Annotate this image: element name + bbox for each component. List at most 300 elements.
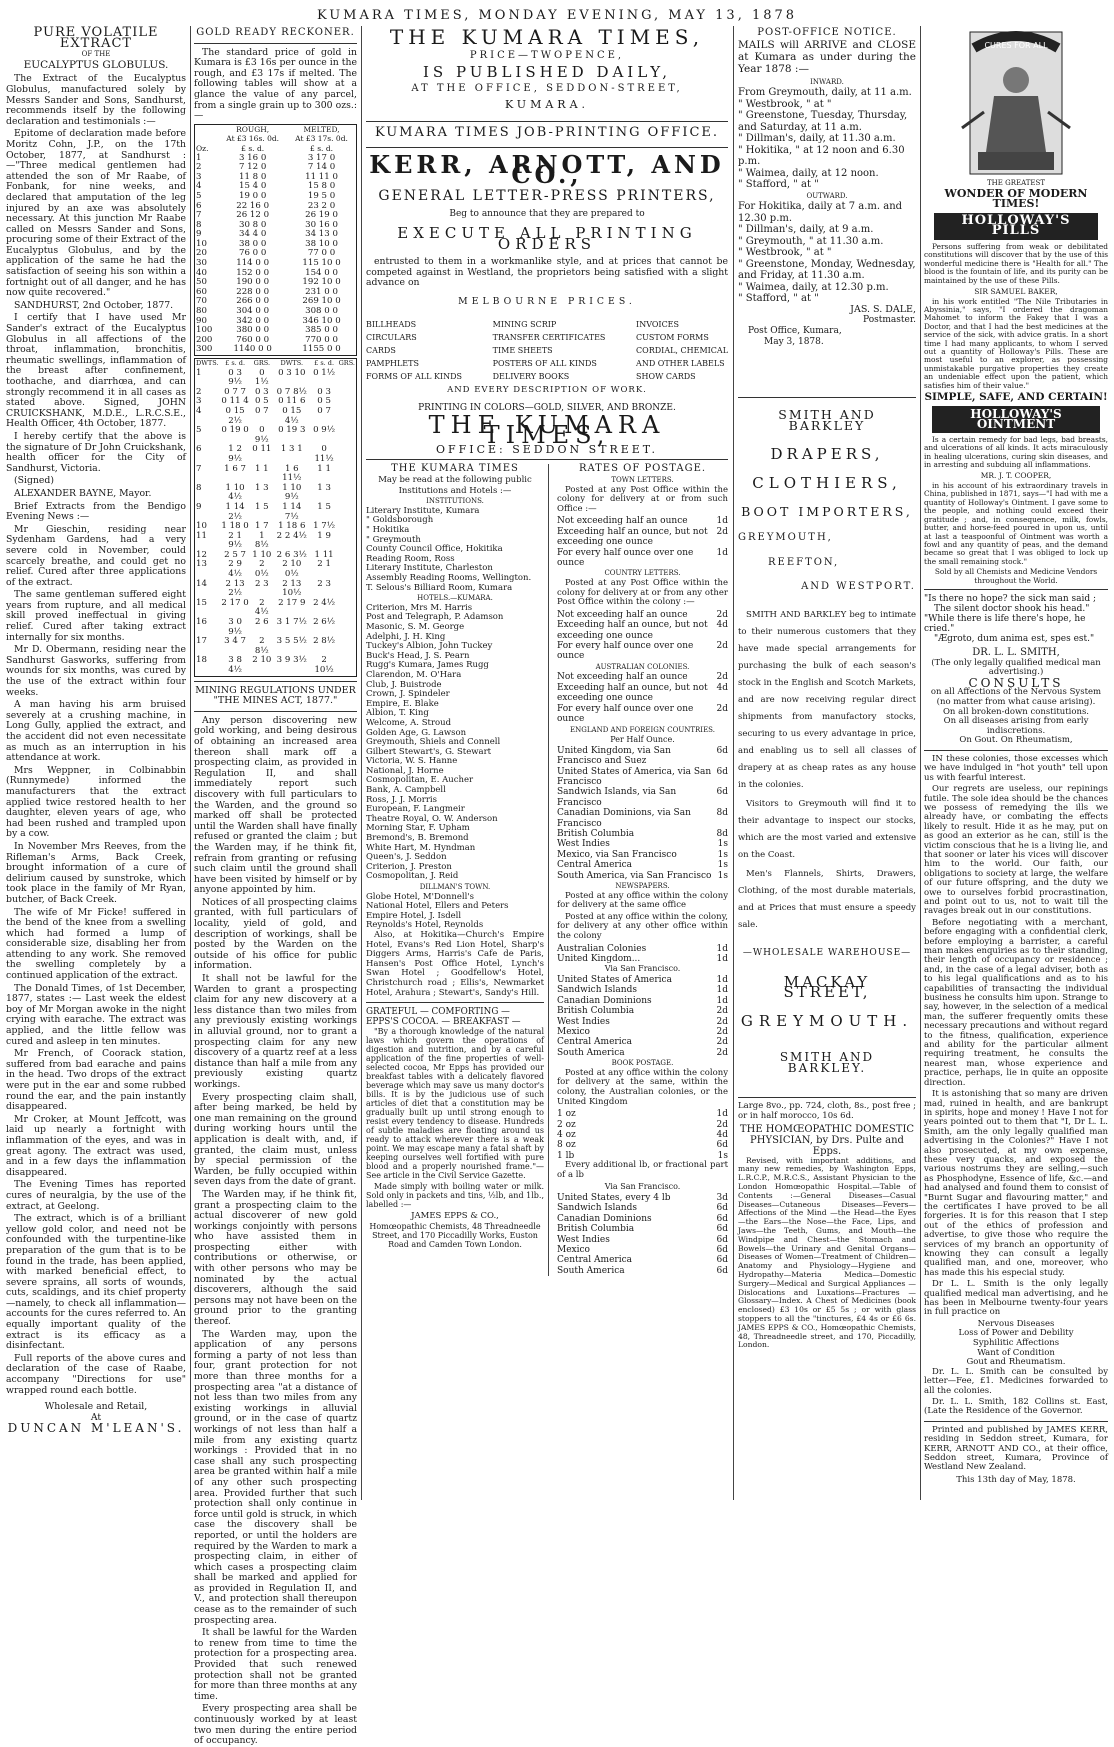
- list-item: T. Selous's Billiard Room, Kumara: [366, 582, 513, 593]
- table-cell: 1 18 6: [278, 521, 306, 532]
- table-cell: 34 4 0: [238, 229, 267, 240]
- rate-value: 2d: [716, 526, 728, 537]
- rate-value: 6d: [716, 787, 728, 798]
- paragraph: The Donald Times, of 1st December, 1877, states :— Last week the eldest boy of Mr Morgan awoke in the night crying with earache. The extract was applied, and the little fellow was cured and asleep in ten minutes.: [6, 982, 186, 1047]
- table-row: [195, 407, 357, 426]
- every-add: Every additional lb, or fractional part of a lb: [557, 1160, 728, 1180]
- list-item: Globe Hotel, M'Donnell's: [366, 891, 474, 902]
- table-row: [195, 532, 357, 551]
- table-cell: 2 8½: [254, 636, 269, 656]
- table-cell: 192 10 0: [302, 277, 341, 288]
- list-item: Reynolds's Hotel, Reynolds: [366, 920, 484, 931]
- table-cell: 0 7: [254, 405, 269, 416]
- rate-row: [557, 1109, 728, 1119]
- table-cell: 1 3: [254, 482, 269, 493]
- table-cell: 2 10½: [314, 655, 334, 675]
- list-item: CUSTOM FORMS: [636, 332, 709, 342]
- table-cell: 1 3: [317, 482, 331, 493]
- rate-label: South America: [557, 1265, 625, 1276]
- rate-row: [557, 944, 728, 954]
- table-cell: 9: [196, 501, 202, 512]
- holloway-ointment-logo: HOLLOWAY'S OINTMENT: [932, 406, 1100, 433]
- table-cell: 8: [196, 482, 202, 493]
- table-cell: 26 19 0: [305, 210, 338, 221]
- table-cell: 7: [196, 210, 202, 221]
- list-item: TIME SHEETS: [492, 345, 553, 355]
- mackay-street: MACKAY STREET,: [783, 972, 871, 1002]
- table-cell: 0 5: [254, 396, 269, 407]
- table-cell: 380 0 0: [236, 325, 270, 336]
- table-cell: 0 5: [317, 396, 331, 407]
- gold-title: GOLD READY RECKONER.: [196, 27, 355, 38]
- paragraph: The wife of Mr Ficke! suffered in the bend of the knee from a swelling which had formed a lump of considerable size, disabling her from attending to any work. She removed the swelling completely by a continued application of the extract.: [6, 906, 186, 982]
- table-row: [195, 388, 357, 398]
- paragraph: Every prospecting claim shall, after being marked, be held by one man remaining on the ground during working hours until the application is dealt with, and, if granted, the claim must, unless by special permission of the Warden, be fully occupied within seven days from the date of grant.: [194, 1091, 357, 1188]
- rate-label: Exceeding half an ounce, but not exceeding one ounce: [557, 682, 708, 704]
- paragraph: IN these colonies, those excesses which we have indulged in "hot youth" tell upon us with fearful interest.: [924, 753, 1108, 783]
- table-cell: 228 0 0: [236, 286, 270, 297]
- rate-label: For every half ounce over one ounce: [557, 703, 694, 725]
- baker-text: in his work entitled "The Nile Tributaries in Abyssinia," says, "I ordered the dragoman Mahomet to inform the Fakey that I was a Doctor, and that I had the best medicines at the service of the sick, with advice gratis. In a short time I had many applicants, to whom I served out a quantity of Holloway's Pills. These are most useful to an explorer, as possessing unmistakable purgative properties they create an undeniable effect upon the patient, which satisfies him of their value.": [924, 296, 1108, 390]
- epps-title: GRATEFUL — COMFORTING — EPPS'S COCOA. — BREAKFAST —: [366, 1007, 521, 1028]
- table-cell: 115 10 0: [302, 258, 341, 269]
- table-cell: 2 6 3½: [276, 549, 307, 560]
- rate-value: 2d: [716, 1119, 728, 1130]
- table-cell: 0 11 4: [221, 396, 249, 407]
- rate-label: United States of America, via San Francisco: [557, 766, 712, 787]
- table-cell: 8: [196, 219, 202, 230]
- list-item: " Greenstone, Tuesday, Thursday, and Saturday, at 11 a.m.: [738, 110, 908, 133]
- institutions-head: INSTITUTIONS.: [426, 497, 484, 506]
- paragraph: Full reports of the above cures and declaration of the case of Raabe, accompany "Directions for use" wrapped round each bottle.: [6, 1352, 186, 1396]
- rate-row: [557, 746, 728, 767]
- table-row: [195, 503, 357, 522]
- dr-smith-body: [924, 755, 1108, 1318]
- published-line: IS PUBLISHED DAILY,: [423, 63, 671, 82]
- table-cell: 7: [196, 463, 202, 474]
- per-half: Per Half Ounce.: [610, 735, 675, 745]
- gold-intro: The standard price of gold in Kumara is £3 16s per ounce in the rough, and £3 17s if melted. The following tables will show at a glance the value of any parcel, from a single grain up to 300 ozs.:—: [194, 46, 357, 122]
- paragraph: A man having his arm bruised severely at a crushing machine, in Long Gully, applied the extract, and the accident did not even necessitate as much as an interruption in his attendance at work.: [6, 699, 186, 764]
- rate-row: [557, 860, 728, 870]
- book-description: Revised, with important additions, and many new remedies, by Washington Epps, L.R.C.P., M.R.C.S., Assistant Physician to the London Homœopathic Hospital.—Table of Contents :—General Diseases—Casual Diseases—Cutaneous Diseases—Fevers—Affections of the Mind —the Head—the Eyes—the Ears—the Nose—the Face, Lips, and Jaws—the Teeth, Gums, and Mouth—the Windpipe and Chest—the Stomach and Bowels—the Urinary and Genital Organs—Diseases of Women—Treatment of Children—Anatomy and Physiology—Hygiene and Hydropathy—Materia Medica—Domestic Surgery—Medical and Surgical Appliances —Dislocations and Luxations—Fractures —Glossary—Index. A Chest of Medicines (book enclosed) £3 10s or £5 5s ; or with glass stoppers to all the "tinctures, £4 4s or £6 6s. JAMES EPPS & CO., Homœopathic Chemists, 48, Threadneedle street, and 170, Piccadilly, London.: [738, 1155, 916, 1350]
- column-gold: [194, 27, 357, 1747]
- column-post-office: [738, 28, 916, 1498]
- mails-intro: MAILS will ARRIVE and CLOSE at Kumara as under during the Year 1878 :—: [738, 38, 916, 75]
- table-cell: 2 10: [252, 655, 272, 666]
- rate-label: For every half ounce over one ounce: [557, 547, 694, 569]
- smith-barkley-sign: SMITH AND BARKLEY.: [779, 1050, 875, 1075]
- rate-value: 6d: [716, 1213, 728, 1224]
- rate-label: British Columbia: [557, 1224, 635, 1235]
- table-row: [195, 637, 357, 656]
- rate-value: 2d: [716, 641, 728, 652]
- table-cell: 3 17 0: [307, 152, 336, 163]
- rate-row: [557, 767, 728, 788]
- table-cell: 0 7 7: [224, 386, 247, 397]
- table-row: [195, 656, 357, 676]
- consults-text3: On all diseases arising from early indiscretions.: [943, 716, 1089, 736]
- table-cell: 2: [196, 162, 202, 173]
- table-cell: Oz.: [196, 143, 209, 153]
- list-item: White Hart, M. Hyndman: [366, 842, 476, 853]
- dillman-head: DILLMAN'S TOWN.: [419, 883, 491, 891]
- table-cell: 0 19 0: [221, 425, 249, 436]
- rate-value: 1s: [717, 849, 728, 860]
- rate-value: 2d: [716, 672, 728, 683]
- list-item: " Waimea, daily, at 12.30 p.m.: [738, 281, 889, 293]
- rate-label: British Columbia: [557, 1006, 635, 1017]
- rate-row: [557, 548, 728, 569]
- table-cell: 1 14 7½: [282, 501, 302, 522]
- table-row: [195, 484, 357, 503]
- book-title: THE HOMŒOPATHIC DOMESTIC PHYSICIAN, by Drs. Pulte and Epps.: [739, 1123, 915, 1157]
- town-line: KUMARA.: [504, 98, 590, 112]
- list-item: From Greymouth, daily, at 11 a.m.: [738, 87, 912, 99]
- consults-text2: On all broken-down constitutions.: [942, 706, 1090, 717]
- rate-label: Canadian Dominions: [557, 1213, 652, 1224]
- reefton-branch: REEFTON,: [768, 556, 840, 568]
- rate-label: United States, every 4 lb: [557, 1192, 671, 1203]
- rate-row: [557, 954, 728, 964]
- table-cell: 50: [196, 277, 207, 288]
- inward-head: INWARD.: [810, 77, 844, 86]
- price-line: PRICE—TWOPENCE,: [469, 49, 625, 61]
- rate-row: [557, 1224, 728, 1234]
- rate-value: 1d: [716, 995, 728, 1006]
- list-item: Criterion, Mrs M. Harris: [366, 602, 473, 613]
- rate-label: West Indies: [557, 839, 610, 850]
- rate-value: 4d: [716, 1129, 728, 1140]
- rate-row: [557, 1245, 728, 1255]
- pills-text: Persons suffering from weak or debilitated constitutions will discover that by the use of this wonderful medicine there is "Health for all." The blood is the fountain of life, and its purity can be maintained by the use of these Pills.: [924, 241, 1108, 285]
- rate-value: 8d: [716, 808, 728, 819]
- rate-row: [557, 808, 728, 829]
- gold-dwt-table: [194, 358, 357, 677]
- list-item: Assembly Reading Rooms, Wellington.: [366, 573, 532, 583]
- cures-for-all-illustration: [924, 28, 1108, 178]
- rate-label: Exceeding half an ounce, but not exceeding one ounce: [557, 620, 708, 641]
- rate-label: Central America: [557, 860, 632, 871]
- greatest: THE GREATEST: [987, 179, 1045, 187]
- rate-value: 2d: [716, 1047, 728, 1058]
- table-cell: 2 2 4½: [276, 530, 307, 541]
- rate-label: United States of America: [557, 974, 672, 985]
- table-cell: 1 1: [254, 463, 269, 474]
- rate-value: 1s: [717, 860, 728, 871]
- paragraph: The Extract of the Eucalyptus Globulus, manufactured solely by Messrs Sander and Sons, Sandhurst, recommends itself by the following declaration and testimonials :—: [6, 73, 186, 127]
- also-text: Also, at Hokitika—Church's Empire Hotel, Evans's Red Lion Hotel, Sharp's Diggers Arms, Harris's Cafe de Paris, Hansen's Post Office Hotel, Lynch's Swan Hotel ; Goodfellow's Hotel, Christchurch road ; Ellis's, Newmarket Hotel, Arahura ; Stewart's, Sandy's Hill.: [366, 929, 544, 998]
- table-cell: 7 14 0: [307, 162, 336, 173]
- rate-row: [557, 1120, 728, 1130]
- rate-row: [557, 516, 728, 526]
- rate-label: United Kingdom...: [557, 953, 641, 964]
- outward-head: OUTWARD.: [806, 191, 848, 200]
- table-cell: 3 5 5½: [276, 636, 307, 647]
- list-item: Rugg's Kumara, James Rugg: [366, 660, 489, 671]
- rate-value: 2d: [716, 1016, 728, 1027]
- hope-4: "Ægroto, dum anima est, spes est.": [934, 633, 1095, 644]
- table-cell: 10: [196, 238, 207, 249]
- table-cell: 2 8½: [313, 636, 336, 647]
- rate-value: 6d: [716, 1245, 728, 1255]
- via-sf2: Via San Francisco.: [604, 1182, 681, 1192]
- paragraph: Any person discovering new gold working, and being desirous of obtaining an increased area thereon shall mark off a prospecting claim, as provided in Regulation II, and shall immediately report such discovery with full particulars to the Warden, and the ground so marked off shall be protected until the Warden shall have finally refused or granted the claim ; but the Warden may, if he think fit, refrain from granting or refusing such claim until the ground shall have been visited by himself or by anyone appointed by him.: [194, 714, 357, 896]
- table-row: [195, 580, 357, 599]
- syphilitic: Syphilitic Affections: [972, 1338, 1060, 1349]
- gold-oz-table: [194, 124, 357, 356]
- paragraph: It is astonishing that so many are driven mad, ruined in health, and are bankrupt in spirits, hope and money ! Have I not for years pointed out to them that "I, Dr L. L. Smith, am the only legally qualified man advertising in the Colonies?" Have I not also prosecuted, at my own expense, these very quacks, and exposed the various nostrums they are selling,—such as Phosphodyne, Essence of life, &c.—and had analysed and found them to consist of "Burnt Sugar and flavouring matter," and the certificates I have proved to be all forgeries. It is for this reason that I step out of the ethics of profession and advertise, to give those who require the services of my branch an opportunity of knowing they can consult a legally qualified man, and one, moreover, who has made this his especial study.: [924, 1089, 1108, 1278]
- paragraph: Epitome of declaration made before Moritz Cohn, J.P., on the 17th October, 1877, at Sandhurst :—"Three medical gentlemen had attended the son of Mr Raabe, of Fonbank, for nine weeks, and declared that amputation of the leg injured by an axe was absolutely necessary. At this junction Mr Raabe called on Messrs Sander and Sons, procuring some of their Extract of the Eucalyptus Globulus, and by the application of the same he had the satisfaction of seeing his son within a fortnight out of all danger, and he has now quite recovered.": [6, 128, 186, 299]
- country-letters: COUNTRY LETTERS.: [604, 569, 681, 578]
- paragraph: The Evening Times has reported cures of neuralgia, by the use of the extract, at Geelong.: [6, 1179, 186, 1212]
- list-item: Post and Telegraph, P. Adamson: [366, 612, 504, 623]
- rate-label: Sandwich Islands: [557, 985, 637, 996]
- table-cell: 18: [196, 655, 207, 666]
- table-cell: 40: [196, 267, 207, 278]
- banner-text: CURES FOR ALL: [984, 41, 1048, 50]
- rate-label: West Indies: [557, 1016, 610, 1027]
- table-cell: 6: [196, 200, 202, 211]
- post-office-title: POST-OFFICE NOTICE.: [757, 27, 897, 38]
- table-cell: 0 3 9½: [228, 367, 242, 388]
- rate-value: 1d: [716, 953, 728, 964]
- rate-label: United Kingdom, via San Francisco and Suez: [557, 745, 671, 767]
- list-item: European, F. Langmeir: [366, 804, 465, 815]
- table-cell: 308 0 0: [305, 306, 338, 317]
- table-cell: 1: [196, 152, 202, 163]
- table-cell: 154 0 0: [305, 267, 338, 278]
- table-cell: 26 12 0: [236, 210, 270, 221]
- rate-value: 2d: [716, 1006, 728, 1017]
- table-row: [195, 397, 357, 407]
- list-item: Ross, J. J. Morris: [366, 794, 437, 805]
- rate-row: [557, 1214, 728, 1224]
- rate-label: 1 oz: [557, 1109, 576, 1120]
- table-cell: 1 2 9½: [228, 444, 242, 464]
- rate-label: Sandwich Islands: [557, 1203, 637, 1214]
- rate-label: 1 lb: [557, 1150, 575, 1161]
- dr-smith-address: Dr. L. L. Smith, 182 Collins st. East, (Late the Residence of the Governor.: [924, 1397, 1108, 1417]
- rate-label: South America: [557, 1047, 625, 1058]
- dr-smith-title: DR. L. L. SMITH,: [972, 646, 1060, 658]
- eucalyptus-body: [6, 74, 186, 1396]
- news-text1: Posted at any office within the colony for delivery at the same office: [557, 890, 728, 911]
- cooper-head: MR. J. T. COOPER,: [980, 471, 1052, 481]
- table-cell: 3 1 7½: [276, 617, 307, 628]
- list-item: CIRCULARS: [366, 332, 417, 342]
- list-item: PAMPHLETS: [366, 358, 419, 368]
- imprint-date: This 13th day of May, 1878.: [956, 1474, 1076, 1485]
- smith-body: [738, 607, 916, 934]
- table-cell: 2 6: [254, 617, 269, 628]
- table-cell: 12: [196, 549, 207, 560]
- rate-value: 1s: [717, 839, 728, 850]
- paragraph: I certify that I have used Mr Sander's extract of the Eucalyptus Globulus in all affections of the throat, inflammation, bronchitis, rheumatic swellings, inflammation of the breast after confinement, toothache, and diarrhœa, and can strongly recommend it in all cases as stated above. Signed, JOHN CRUICKSHANK, M.D.E., L.R.C.S.E., Health Officer, 4th October, 1877.: [6, 312, 186, 430]
- rate-row: [557, 1130, 728, 1140]
- via-sf: Via San Francisco.: [604, 964, 681, 974]
- rate-row: [557, 641, 728, 662]
- table-cell: 152 0 0: [236, 267, 270, 278]
- list-item: Bank, A. Campbell: [366, 785, 446, 796]
- rate-value: 1d: [716, 1109, 728, 1120]
- table-cell: 304 0 0: [236, 306, 270, 317]
- paragraph: Our regrets are useless, our repinings futile. The sole idea should be the chances we possess of remedying the ills we already have, or combating the effects likely to result. Hide it as he may, put on as good an exterior as he can, still is the victim conscious that he is a living lie, and that sooner or later his vices will discover him to the world. Our faith, our obligations to society at large, the welfare of our future offspring, and the duty we owe to ourselves forbid procrastination, and point out to us, not to wait till the ravages break out in our constitutions.: [924, 784, 1108, 917]
- list-item: Tuckey's Albion, John Tuckey: [366, 641, 493, 652]
- rate-label: Canadian Dominions, via San Francisco: [557, 808, 691, 829]
- list-item: Cosmopolitan, E. Aucher: [366, 775, 474, 786]
- list-item: " Dillman's, daily, at 11.30 a.m.: [738, 133, 896, 145]
- list-item: Club, J. Buistrode: [366, 679, 442, 690]
- loss-of-power: Loss of Power and Debility: [958, 1328, 1074, 1339]
- table-cell: 9: [196, 229, 202, 240]
- list-item: Adelphi, J. H. King: [366, 631, 446, 642]
- paragraph: Notices of all prospecting claims granted, with full particulars of locality, yield of gold, and description of workings, shall be posted by the Warden on the outside of his office for public information.: [194, 896, 357, 972]
- table-cell: 0 7: [317, 405, 331, 416]
- hope-3: "While there is life there's hope, he cried.": [924, 613, 1086, 634]
- table-row: [195, 522, 357, 532]
- table-cell: 6: [196, 444, 202, 455]
- table-cell: 0 11 6: [278, 396, 306, 407]
- table-cell: 1 6 7: [224, 463, 247, 474]
- list-item: " Stafford, " at ": [738, 293, 819, 305]
- consults: CONSULTS: [968, 675, 1064, 690]
- footer-wholesale: Wholesale and Retail,: [44, 1401, 148, 1413]
- list-item: " Greenstone, Monday, Wednesday, and Friday, at 11.30 a.m.: [738, 258, 916, 282]
- table-cell: 2 13 2½: [225, 578, 245, 599]
- rate-value: 1d: [716, 547, 728, 558]
- greymouth-branch: GREYMOUTH,: [738, 532, 833, 544]
- rate-value: 3d: [716, 1192, 728, 1203]
- list-item: National Hotel, Ellers and Peters: [366, 901, 509, 912]
- hope-2: The silent doctor shook his head.": [934, 603, 1090, 614]
- table-cell: 3 8 4½: [228, 655, 242, 675]
- rate-row: [557, 839, 728, 849]
- gout-line: On Gout. On Rheumatism,: [959, 735, 1073, 746]
- rate-label: Mexico: [557, 1245, 590, 1255]
- table-cell: 2 9 4½: [228, 559, 242, 580]
- paragraph: SANDHURST, 2nd October, 1877.: [14, 299, 174, 311]
- rate-label: Mexico, via San Francisco: [557, 849, 677, 860]
- table-row: [195, 345, 357, 355]
- list-item: Greymouth, Shiels and Connell: [366, 737, 501, 748]
- table-cell: £ s. d.: [310, 143, 334, 153]
- rate-value: 4d: [716, 620, 728, 631]
- rate-row: [557, 975, 728, 985]
- town-text: Posted at any Post Office within the colony for delivery at or from such Office :—: [557, 484, 728, 514]
- paragraph: SMITH AND BARKLEY beg to intimate to their numerous customers that they have made special arrangements for purchasing the bulk of each season's stock in the English and Scotch Markets, and are now receiving regular direct shipments from manufactory stocks, securing to us every advantage in price, and enabling us to sell all classes of drapery at as cheap rates as any house in the colonies.: [738, 609, 916, 790]
- table-cell: 100: [196, 325, 213, 336]
- table-cell: 0 15 4½: [282, 405, 302, 426]
- rate-row: [557, 620, 728, 641]
- melbourne-prices: MELBOURNE PRICES.: [458, 295, 636, 307]
- table-cell: 19 0 0: [238, 190, 267, 201]
- list-item: SHOW CARDS: [636, 371, 696, 381]
- table-cell: 5: [196, 190, 202, 201]
- country-text: Posted at any Post Office within the colony for delivery at or from any other Post Office within the colony :—: [557, 578, 728, 608]
- column-rule: [361, 26, 362, 1500]
- list-item: " Goldsborough: [366, 515, 434, 526]
- table-cell: 30 8 0: [238, 219, 267, 230]
- list-item: CARDS: [366, 345, 396, 355]
- table-cell: 266 0 0: [236, 296, 270, 307]
- list-item: BILLHEADS: [366, 319, 417, 329]
- table-cell: 346 10 0: [302, 315, 341, 326]
- cooper-text: in his account of his extraordinary travels in China, published in 1871, says—"I had with me a quantity of Holloway's Ointment. I gave some to the people, and nothing could exceed their gratitude ; and, in consequence, milk, fowls, butter, and horse-feed poured in upon us, until at last a teaspoonful of Ointment was worth a fowl and any quantity of peas, and the demand became so great that I was obliged to lock up the small remaining stock.": [924, 481, 1108, 566]
- table-cell: £ s. d.: [241, 143, 265, 153]
- table-cell: 1155 0 0: [302, 344, 341, 355]
- rate-label: 4 oz: [557, 1129, 576, 1140]
- post-office-kumara: Post Office, Kumara,: [748, 325, 842, 336]
- rate-row: [557, 996, 728, 1006]
- list-item: " Westbrook, " at ": [738, 247, 832, 259]
- table-cell: 2 1: [317, 559, 331, 570]
- epps-made: Made simply with boiling water or milk. Sold only in packets and tins, ½lb, and 1lb., labelled :—: [366, 1182, 544, 1210]
- list-item: Literary Institute, Kumara: [366, 505, 480, 516]
- paragraph: (Signed): [14, 475, 54, 487]
- table-cell: 0 9½: [254, 425, 269, 445]
- table-cell: 2 3: [254, 578, 269, 589]
- drapers: DRAPERS,: [770, 445, 884, 464]
- rate-label: Exceeding half an ounce, but not exceeding one ounce: [557, 526, 708, 548]
- list-item: For Hokitika, daily at 7 a.m. and 12.30 p.m.: [738, 201, 903, 224]
- table-cell: 0 1½: [254, 367, 269, 388]
- list-item: Albion, T. King: [366, 708, 429, 719]
- rate-row: [557, 1027, 728, 1037]
- head-melted-price: At £3 17s. 0d.: [295, 134, 348, 144]
- imprint: Printed and published by JAMES KERR, residing in Seddon street, Kumara, for KERR, ARNOTT AND CO., at their office, Seddon street, Kumara, Province of Westland New Zealand.: [924, 1424, 1108, 1473]
- table-cell: 90: [196, 315, 207, 326]
- column-rule: [190, 26, 191, 1500]
- rate-label: Not exceeding half an ounce: [557, 516, 688, 527]
- list-item: Clarendon, M. O'Hara: [366, 669, 462, 680]
- rate-value: 2d: [716, 1037, 728, 1048]
- rate-row: [557, 1266, 728, 1276]
- list-item: Empire Hotel, J. Isdell: [366, 910, 462, 921]
- list-item: Buck's Head, J. S. Pearn: [366, 650, 470, 661]
- list-item: " Dillman's, daily, at 9 a.m.: [738, 224, 874, 236]
- list-item: Queen's, J. Seddon: [366, 852, 447, 863]
- list-item: " Greymouth: [366, 534, 421, 545]
- rate-value: 6d: [716, 1234, 728, 1245]
- rate-label: British Columbia: [557, 828, 635, 839]
- rate-value: 8d: [716, 828, 728, 839]
- want-condition: Want of Condition: [977, 1347, 1055, 1358]
- table-cell: 17: [196, 636, 207, 647]
- table-cell: 770 0 0: [305, 334, 338, 345]
- rate-label: Not exceeding half an ounce: [557, 672, 688, 683]
- table-cell: 80: [196, 306, 207, 317]
- table-cell: 3 9 3½: [276, 655, 307, 666]
- table-header-cell: £ s. d.: [225, 359, 246, 367]
- table-cell: 23 2 0: [307, 200, 336, 211]
- paragraph: In November Mrs Reeves, from the Rifleman's Arms, Back Creek, brought information of a cure of delirium caused by sunstroke, which took place in the family of Mr Ryan, butcher, of Back Creek.: [6, 840, 186, 905]
- column-rule: [920, 26, 921, 1500]
- paragraph: Brief Extracts from the Bendigo Evening News :—: [6, 500, 186, 523]
- rate-value: 6d: [716, 1224, 728, 1235]
- table-row: [195, 618, 357, 637]
- office-line: AT THE OFFICE, SEDDON-STREET,: [411, 82, 683, 94]
- table-cell: 13: [196, 559, 207, 570]
- paragraph: Dr L. L. Smith is the only legally qualified medical man advertising, and he has been in Melbourne twenty-four years in full practice on: [924, 1279, 1108, 1318]
- table-header-cell: £ s. d.: [314, 359, 335, 367]
- table-cell: 0 3 10: [278, 367, 306, 378]
- list-item: " Stafford, " at ": [738, 179, 819, 191]
- column-kumara: [366, 25, 729, 1498]
- town-letters: TOWN LETTERS.: [611, 476, 674, 485]
- every-description: AND EVERY DESCRIPTION OF WORK.: [447, 384, 647, 395]
- table-cell: 1 5: [317, 501, 331, 512]
